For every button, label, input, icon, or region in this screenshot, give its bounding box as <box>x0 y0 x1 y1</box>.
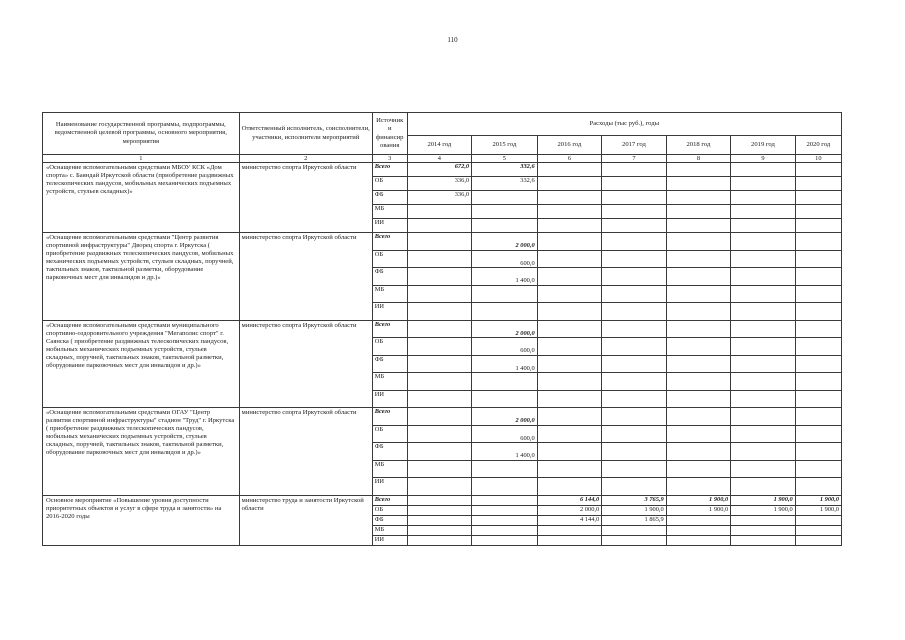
expense-cell <box>666 355 731 373</box>
expense-cell <box>537 303 602 321</box>
expense-cell <box>795 320 841 338</box>
expense-cell <box>731 219 796 233</box>
expense-cell <box>537 285 602 303</box>
expense-cell <box>537 250 602 268</box>
expense-cell: 336,0 <box>407 191 472 205</box>
expense-cell: 1 900,0 <box>666 505 731 515</box>
expense-cell <box>537 320 602 338</box>
expense-cell <box>407 355 472 373</box>
expense-cell <box>537 443 602 461</box>
expense-cell <box>407 303 472 321</box>
expense-cell <box>666 219 731 233</box>
responsible-executor: министерство спорта Иркутской области <box>239 163 372 233</box>
funding-source: Всего <box>372 495 407 505</box>
expense-cell <box>795 525 841 535</box>
expense-cell: 672,0 <box>407 163 472 177</box>
expense-cell <box>731 425 796 443</box>
table-row <box>43 163 842 177</box>
expense-cell <box>795 233 841 251</box>
expense-cell: 2 000,0 <box>537 505 602 515</box>
column-number: 5 <box>472 155 538 163</box>
funding-source: ИИ <box>372 219 407 233</box>
expense-cell <box>472 535 538 545</box>
funding-source: ОБ <box>372 505 407 515</box>
expense-cell <box>731 390 796 408</box>
expense-cell <box>795 205 841 219</box>
expense-cell <box>537 373 602 391</box>
expense-cell <box>666 250 731 268</box>
column-number: 10 <box>795 155 841 163</box>
expense-cell <box>795 163 841 177</box>
expense-cell <box>731 525 796 535</box>
expense-cell <box>795 390 841 408</box>
column-number: 8 <box>666 155 731 163</box>
expense-cell <box>407 425 472 443</box>
expense-cell <box>537 390 602 408</box>
expense-cell <box>795 443 841 461</box>
expense-cell <box>602 205 667 219</box>
column-number: 7 <box>602 155 667 163</box>
expense-cell <box>407 320 472 338</box>
expense-cell <box>602 177 667 191</box>
column-number-row <box>43 155 842 163</box>
expense-cell <box>666 268 731 286</box>
expense-cell <box>537 163 602 177</box>
funding-source: ИИ <box>372 303 407 321</box>
expense-cell <box>731 515 796 525</box>
expense-cell: 1 865,9 <box>602 515 667 525</box>
funding-source: МБ <box>372 373 407 391</box>
expense-cell: 600,0 <box>472 338 538 356</box>
expense-cell <box>407 268 472 286</box>
funding-source: ИИ <box>372 535 407 545</box>
header-expenses: Расходы (тыс руб.), годы <box>407 113 841 136</box>
expense-cell <box>472 373 538 391</box>
expense-cell: 600,0 <box>472 250 538 268</box>
expense-cell <box>666 338 731 356</box>
expense-cell <box>731 205 796 219</box>
expense-cell <box>407 250 472 268</box>
expense-cell <box>602 408 667 426</box>
expense-cell: 1 900,0 <box>731 505 796 515</box>
expense-cell <box>407 460 472 478</box>
expense-cell <box>407 443 472 461</box>
expense-cell <box>407 205 472 219</box>
expense-cell <box>795 425 841 443</box>
expense-cell <box>407 408 472 426</box>
expense-cell: 1 400,0 <box>472 443 538 461</box>
expense-cell <box>602 250 667 268</box>
header-year: 2017 год <box>602 136 667 155</box>
expense-cell <box>731 535 796 545</box>
funding-source: ОБ <box>372 338 407 356</box>
expense-cell <box>602 233 667 251</box>
responsible-executor: министерство труда и занятости Иркутской области <box>239 495 372 545</box>
expense-cell: 4 144,0 <box>537 515 602 525</box>
expense-cell <box>666 535 731 545</box>
expense-cell: 336,0 <box>407 177 472 191</box>
expense-cell <box>666 373 731 391</box>
expense-cell <box>666 525 731 535</box>
funding-source: ФБ <box>372 268 407 286</box>
header-year: 2014 год <box>407 136 472 155</box>
expense-cell <box>666 425 731 443</box>
expense-cell <box>731 443 796 461</box>
expense-cell <box>602 320 667 338</box>
header-year: 2016 год <box>537 136 602 155</box>
header-source: Источник и финансир ования <box>372 113 407 155</box>
expense-cell <box>731 355 796 373</box>
expense-cell: 1 400,0 <box>472 268 538 286</box>
expense-cell <box>731 460 796 478</box>
expense-cell <box>731 163 796 177</box>
expense-cell <box>666 390 731 408</box>
expense-cell <box>602 285 667 303</box>
expense-cell <box>537 268 602 286</box>
expense-cell: 2 000,0 <box>472 408 538 426</box>
expense-cell: 1 400,0 <box>472 355 538 373</box>
expense-cell: 1 900,0 <box>666 495 731 505</box>
expense-cell <box>472 285 538 303</box>
expense-cell <box>537 425 602 443</box>
expense-cell <box>666 460 731 478</box>
expense-cell: 1 900,0 <box>602 505 667 515</box>
responsible-executor: министерство спорта Иркутской области <box>239 320 372 408</box>
expense-cell <box>795 515 841 525</box>
expense-cell <box>537 525 602 535</box>
expense-cell: 1 900,0 <box>795 495 841 505</box>
funding-source: Всего <box>372 408 407 426</box>
expense-cell <box>407 285 472 303</box>
expense-cell <box>537 191 602 205</box>
header-year: 2018 год <box>666 136 731 155</box>
expense-cell <box>537 219 602 233</box>
expense-cell <box>407 505 472 515</box>
expense-cell <box>537 177 602 191</box>
expense-cell <box>731 320 796 338</box>
table-row <box>43 320 842 338</box>
expense-cell: 332,6 <box>472 163 538 177</box>
expense-cell <box>602 373 667 391</box>
column-number: 6 <box>537 155 602 163</box>
column-number: 2 <box>239 155 372 163</box>
table-body <box>43 163 842 546</box>
expense-cell <box>537 460 602 478</box>
expense-cell <box>602 338 667 356</box>
expense-cell <box>537 408 602 426</box>
expense-cell <box>537 535 602 545</box>
expense-cell <box>795 177 841 191</box>
expense-cell <box>795 355 841 373</box>
funding-source: Всего <box>372 233 407 251</box>
expense-cell <box>795 268 841 286</box>
expense-cell <box>472 191 538 205</box>
expense-cell <box>795 303 841 321</box>
expense-cell <box>731 408 796 426</box>
expense-cell <box>795 191 841 205</box>
expense-cell <box>602 163 667 177</box>
expense-cell <box>407 515 472 525</box>
funding-source: ФБ <box>372 191 407 205</box>
expense-cell: 2 000,0 <box>472 320 538 338</box>
funding-source: ОБ <box>372 425 407 443</box>
funding-source: ФБ <box>372 355 407 373</box>
expense-cell: 1 900,0 <box>731 495 796 505</box>
expense-cell <box>472 505 538 515</box>
expense-cell <box>407 219 472 233</box>
expense-cell <box>666 205 731 219</box>
page-number: 110 <box>447 36 458 44</box>
expense-cell <box>666 303 731 321</box>
expense-cell <box>731 233 796 251</box>
expense-cell <box>472 478 538 496</box>
expense-cell <box>407 373 472 391</box>
funding-source: МБ <box>372 205 407 219</box>
funding-source: ФБ <box>372 443 407 461</box>
expense-cell <box>407 495 472 505</box>
expense-cell <box>602 219 667 233</box>
expense-cell: 6 144,0 <box>537 495 602 505</box>
expense-cell <box>731 250 796 268</box>
expense-cell <box>602 191 667 205</box>
expense-cell <box>407 233 472 251</box>
responsible-executor: министерство спорта Иркутской области <box>239 233 372 321</box>
expense-cell <box>731 303 796 321</box>
funding-source: ИИ <box>372 478 407 496</box>
expense-cell <box>795 408 841 426</box>
expense-cell <box>731 268 796 286</box>
expense-cell <box>795 219 841 233</box>
expense-cell <box>666 478 731 496</box>
expense-cell <box>602 525 667 535</box>
expense-cell <box>795 338 841 356</box>
expense-cell <box>537 355 602 373</box>
expense-cell <box>666 191 731 205</box>
expense-cell <box>666 285 731 303</box>
expense-cell <box>795 460 841 478</box>
expense-cell <box>407 390 472 408</box>
expense-cell: 332,6 <box>472 177 538 191</box>
expense-cell <box>795 285 841 303</box>
expense-cell <box>795 478 841 496</box>
expense-cell <box>537 233 602 251</box>
measure-description: «Оснащение вспомогательными средствами ОГАУ "Центр развития спортивной инфраструктуры" стадион "Труд" г. Иркутска ( приобретение раздвижных телескопических пандусов, мобильных механических подъемных устройств, стульев складных, поручней, тактильных знаков, тактильной разметки, оборудование парковочных мест для инвалидов и др.)» <box>43 408 240 496</box>
expense-cell <box>666 163 731 177</box>
expense-cell <box>537 478 602 496</box>
expense-cell <box>602 268 667 286</box>
expense-cell <box>731 373 796 391</box>
expense-cell: 3 765,9 <box>602 495 667 505</box>
expense-cell <box>602 478 667 496</box>
funding-source: ФБ <box>372 515 407 525</box>
expense-cell <box>472 390 538 408</box>
expense-cell <box>666 320 731 338</box>
funding-source: ОБ <box>372 250 407 268</box>
measure-description: Основное мероприятие «Повышение уровня доступности приоритетных объектов и услуг в сфере труда и занятости» на 2016-2020 годы <box>43 495 240 545</box>
expense-cell <box>472 515 538 525</box>
expense-cell <box>795 373 841 391</box>
funding-source: МБ <box>372 525 407 535</box>
expense-cell <box>472 205 538 219</box>
column-number: 9 <box>731 155 796 163</box>
expense-cell <box>602 303 667 321</box>
column-number: 4 <box>407 155 472 163</box>
column-number: 3 <box>372 155 407 163</box>
expense-cell <box>602 355 667 373</box>
expense-cell <box>731 285 796 303</box>
header-program: Наименование государственной программы, подпрограммы, ведомственной целевой программы, основного мероприятия, мероприятия <box>43 113 240 155</box>
table-row <box>43 495 842 505</box>
expense-cell <box>472 460 538 478</box>
expenses-table <box>42 112 842 546</box>
table-row <box>43 408 842 426</box>
expense-cell <box>602 460 667 478</box>
expense-cell: 2 000,0 <box>472 233 538 251</box>
expense-cell <box>407 535 472 545</box>
expense-cell <box>731 478 796 496</box>
measure-description: «Оснащение вспомогательными средствами "Центр развития спортивной инфраструктуры" Дворец спорта г. Иркутска ( приобретение раздвижных телескопических пандусов, мобильных механических подъемных устройств, стульев складных, поручней, тактильных знаков, тактильной разметки, оборудование парковочных мест для инвалидов и др.)» <box>43 233 240 321</box>
expense-cell <box>472 525 538 535</box>
expense-cell <box>472 303 538 321</box>
header-year: 2019 год <box>731 136 796 155</box>
expense-cell <box>472 495 538 505</box>
expense-cell <box>602 443 667 461</box>
expense-cell <box>407 338 472 356</box>
header-responsible: Ответственный исполнитель, соисполнители, участники, исполнители мероприятий <box>239 113 372 155</box>
responsible-executor: министерство спорта Иркутской области <box>239 408 372 496</box>
funding-source: Всего <box>372 320 407 338</box>
expense-cell <box>666 408 731 426</box>
measure-description: «Оснащение вспомогательными средствами МБОУ КСК «Дом спорта» с. Баяндай Иркутской области (приобретение раздвижных телескопических пандусов, мобильных механических подъемных устройств, стульев складных)» <box>43 163 240 233</box>
expense-cell <box>795 535 841 545</box>
expense-cell <box>666 233 731 251</box>
header-year: 2015 год <box>472 136 538 155</box>
expense-cell <box>407 478 472 496</box>
funding-source: Всего <box>372 163 407 177</box>
expense-cell <box>666 515 731 525</box>
expense-cell <box>795 250 841 268</box>
expense-cell <box>602 425 667 443</box>
header-year: 2020 год <box>795 136 841 155</box>
expense-cell <box>731 338 796 356</box>
column-number: 1 <box>43 155 240 163</box>
expense-cell <box>666 443 731 461</box>
expense-cell <box>602 390 667 408</box>
expense-cell <box>602 535 667 545</box>
expense-cell <box>537 338 602 356</box>
funding-source: ОБ <box>372 177 407 191</box>
funding-source: МБ <box>372 460 407 478</box>
funding-source: ИИ <box>372 390 407 408</box>
expense-cell: 1 900,0 <box>795 505 841 515</box>
expense-cell <box>407 525 472 535</box>
expense-cell <box>666 177 731 191</box>
measure-description: «Оснащение вспомогательными средствами муниципального спортивно-оздоровительного учреждения "Мегаполис спорт" г. Саянска ( приобретение раздвижных телескопических пандусов, мобильных механических подъемных устройств, стульев складных, поручней, тактильных знаков, тактильной разметки, оборудование парковочных мест для инвалидов и др.)» <box>43 320 240 408</box>
expense-cell <box>537 205 602 219</box>
expense-cell <box>731 177 796 191</box>
expense-cell <box>472 219 538 233</box>
expense-cell: 600,0 <box>472 425 538 443</box>
expense-cell <box>731 191 796 205</box>
table-row <box>43 233 842 251</box>
funding-source: МБ <box>372 285 407 303</box>
